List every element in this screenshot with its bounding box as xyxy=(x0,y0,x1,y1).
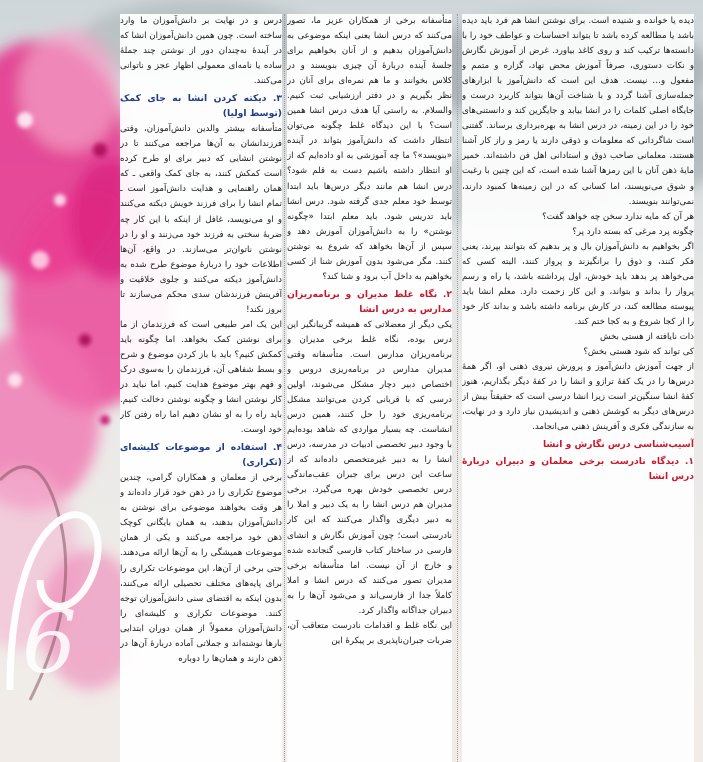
paragraph: متأسفانه برخی از همکاران عزیز ما، تصور می‌کنند که درس انشا یعنی اینکه موضوعی به دانش‌آموزان بدهیم و از آنان بخواهیم برای جلسهٔ آینده دربارهٔ آن چیزی بنویسند و در کلاس بخوانند و ما هم نمره‌ای برای آنان در نظر بگیریم و در دفتر ارزشیابی ثبت کنیم. والسلام. به راستی آیا هدف درس انشا همین است؟ با این دیدگاه غلط چگونه می‌توان انتظار داشت که دانش‌آموز بتواند در آینده «بنویسد»؟ ما چه آموزشی به او داده‌ایم که از او انتظار داشته باشیم دست به قلم شود؟ درس انشا هم مانند دیگر درس‌ها باید ابتدا توسط خود معلم جدی گرفته شود. درس انشا باید تدریس شود. باید معلم ابتدا «چگونه نوشتن» را به دانش‌آموزان آموزش دهد و سپس از آن‌ها بخواهد که شروع به نوشتن کنند. مگر می‌شود بدون آموزش شنا از کسی بخواهیم به داخل آب برود و شنا کند؟ xyxy=(287,16,452,282)
paragraph: این یک امر طبیعی است که فرزندمان از ما برای نوشتن کمک بخواهد. اما چگونه باید کمکش کنیم؟ باید با باز کردن موضوع و شرح و بسط شفاهی آن، فرزندمان را به‌سوی درک و فهم بهتر موضوع هدایت کنیم، اما نباید در کار نوشتن انشا و چگونه نوشتن دخالت کنیم. باید راه را به او نشان دهیم اما راه رفتن کار خود اوست. xyxy=(120,319,282,436)
paragraph: این نگاه غلط و اقدامات نادرست متعاقب آن، ضربات جبران‌ناپذیری بر پیکرهٔ این xyxy=(287,620,452,646)
section-heading: ۳. دیکته کردن انشا به جای کمک (توسط اولیا) xyxy=(120,93,282,120)
paragraph: دیده یا خوانده و شنیده است. برای نوشتن انشا هم فرد باید دیده باشد یا مطالعه کرده باشد تا بتواند احساسات و عواطف خود را با دانسته‌ها ترکیب کند و روی کاغذ بیاورد. غرض از آموزش نگارش و نکات دستوری، صرفاً آموزش محض نهاد، گزاره و متمم و مفعول و… نیست. هدف این است که دانش‌آموز با ابزارهای جمله‌سازی آشنا گردد و با شناخت آن‌ها بتواند کاربرد درست و جایگاه اصلی کلمات را در انشا بیابد و جایگزین کند و دانستنی‌های خود را در این زمینه، در درس انشا به بهره‌برداری برساند. گفتنی است شاگردانی که معلومات و ذوقی دارند یا رمز و راز کار آشنا هستند، معلمانی صاحب ذوق و استادانی اهل فن داشته‌اند. خمیر مایهٔ ذهن آنان با این رمزها آشنا شده است، که این چنین با رغبت و شوق می‌نویسند، اما کسانی که در این زمینه‌ها کمبود دارند، نمی‌توانند بنویسند. xyxy=(462,16,694,207)
article-column-right xyxy=(462,14,694,762)
column-divider xyxy=(457,14,458,762)
article-column-middle xyxy=(287,14,452,762)
paragraph: از جهت آموزش دانش‌آموز و پرورش نیروی ذهنی او، اگر همهٔ درس‌ها را در یک کفهٔ ترازو و انشا را در کفهٔ دیگر بگذاریم، هنوز کفهٔ انشا سنگین‌تر است زیرا انشا درسی است که حقیقتاً بیش از درس‌های دیگر به کوشش ذهنی و اندیشیدن نیاز دارد و در نهایت، به سازندگی فکری و آفرینش ذهنی می‌انجامد. xyxy=(462,362,694,433)
paragraph: هر آن که مایه ندارد سخن چه خواهد گفت؟ xyxy=(542,211,694,222)
section-heading: ۴. استفاده از موضوعات کلیشه‌ای (تکراری) xyxy=(120,442,282,469)
article-column-left xyxy=(120,14,282,762)
paragraph: اگر بخواهیم به دانش‌آموزان بال و پر بدهیم که بتوانند بپرند، یعنی فکر کنند، و ذوق را برانگیزند و پرواز کنند، البته کسی که می‌خواهد پر بدهد باید خودش، اول پرداشته باشد، یا راه و رسم پرواز را بداند و بتواند، و این کار زحمت دارد. معلم انشا باید پیوسته مطالعه کند، در کارش برنامه داشته باشد و بداند کار خود را از کجا شروع و به کجا ختم کند. xyxy=(462,241,694,327)
section-heading: ۱. دیدگاه نادرست برخی معلمان و دبیران دربارهٔ درس انشا xyxy=(462,456,694,483)
column-divider xyxy=(284,14,285,762)
paragraph: متأسفانه بیشتر والدین دانش‌آموزان، وقتی فرزندانشان به آن‌ها مراجعه می‌کنند تا در نوشتن انشایی که دبیر برای او طرح کرده است کمکش کنند، به جای کمک واقعی ـ که همان راهنمایی و هدایت دانش‌آموز است ـ تمام انشا را برای فرزند خویش دیکته می‌کنند و او می‌نویسد، غافل از اینکه با این کار چه ضربهٔ سختی به فرزند خود می‌زنند و او را در نوشتن ناتوان‌تر می‌سازند. در واقع، آن‌ها اطلاعات خود را دربارهٔ موضوع طرح شده به دانش‌آموز دیکته می‌کنند و جلوی خلاقیت و آفرینش فرزندشان سدی محکم می‌سازند تا بروز نکند! xyxy=(120,124,282,315)
page-number: 6 xyxy=(22,593,77,693)
section-heading: ۲. نگاه غلط مدیران و برنامه‌ریزان مدارس به درس انشا xyxy=(287,288,452,315)
paragraph: درس و در نهایت بر دانش‌آموزان ما وارد ساخته است. چون همین دانش‌آموزان انشا که در آیندهٔ نه‌چندان دور از نوشتن چند جملهٔ ساده یا نامه‌ای معمولی اظهار عجز و ناتوانی می‌کنند. xyxy=(120,16,282,87)
paragraph: کی تواند که شود هستی بخش؟ xyxy=(583,347,694,358)
paragraph: یکی دیگر از معضلاتی که همیشه گریبانگیر این درس بوده، نگاه غلط برخی مدیران و برنامه‌ریزان مدارس است. متأسفانه وقتی مدیران مدارس در برنامه‌ریزی دروس و اختصاص دبیر دچار مشکل می‌شوند، اولین درسی که با قربانی کردن می‌توانند مشکل برنامه‌ریزی خود را حل کنند، همین درس انشاست. چه بسیار مواردی که شاهد بوده‌ایم با وجود دبیر تخصصی ادبیات در مدرسه، درس انشا را به دبیر غیرمتخصص داده‌اند که از ساعت این درس برای جبران عقب‌ماندگی درس تخصصی خودش بهره می‌گیرد. برخی مدیران هم درس انشا را به یک دبیر و املا را به دبیر دیگری واگذار می‌کنند که این کار نادرستی است؛ چون آموزش نگارش و انشای فارسی در ساختار کتاب فارسی گنجانده شده و خارج از آن نیست. اما متأسفانه برخی مدیران تصور می‌کنند که درس انشا و املا کاملاً جدا از فارسی‌اند و می‌شود آن‌ها را به دبیران جداگانه واگذار کرد. xyxy=(287,319,452,616)
paragraph: چگونه پرد مرغی که بسته دارد پر؟ xyxy=(572,226,694,237)
paragraph: ذات نایافته از هستی بخش xyxy=(600,331,694,342)
paragraph: برخی از معلمان و همکاران گرامی، چندین موضوع تکراری را در ذهن خود قرار داده‌اند و هر وقت بخواهند موضوعی برای نوشتن به دانش‌آموزان بدهند، به همان بایگانی کوچک ذهن خود مراجعه می‌کنند و یکی از همان موضوعات همیشگی را به آن‌ها ارائه می‌دهند. حتی برخی از آن‌ها، این موضوعات تکراری را برای پایه‌های مختلف تحصیلی ارائه می‌کنند، بدون اینکه به اقتضای سنی دانش‌آموزان توجه کنند. موضوعات تکراری و کلیشه‌ای را دانش‌آموزان معمولاً از همان دوران ابتدایی بارها نوشته‌اند و جملاتی آماده دربارهٔ آن‌ها در ذهن دارند و همان‌ها را دوباره xyxy=(120,473,282,664)
section-heading: آسیب‌شناسی درس نگارش و انشا xyxy=(542,439,694,451)
